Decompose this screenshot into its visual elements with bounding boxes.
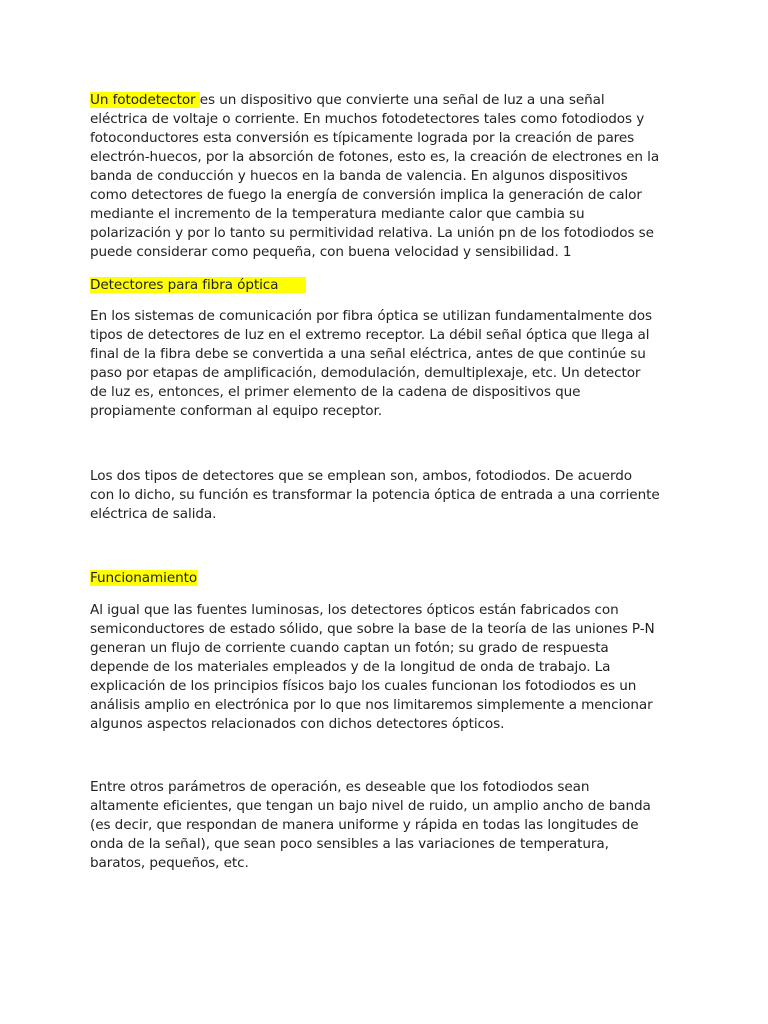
paragraph-line: con lo dicho, su función es transformar la potencia óptica de entrada a una corriente — [90, 487, 660, 503]
intro-line: electrón-huecos, por la absorción de fotones, esto es, la creación de electrones en la — [90, 149, 660, 165]
paragraph-line: Al igual que las fuentes luminosas, los detectores ópticos están fabricados con — [90, 602, 619, 618]
intro-line: fotoconductores esta conversión es típicamente lograda por la creación de pares — [90, 130, 635, 146]
paragraph-line: depende de los materiales empleados y de la longitud de onda de trabajo. La — [90, 659, 611, 675]
paragraph-line: paso por etapas de amplificación, demodulación, demultiplexaje, etc. Un detector — [90, 365, 641, 381]
paragraph-line: eléctrica de salida. — [90, 506, 217, 522]
intro-line: banda de conducción y huecos en la banda de valencia. En algunos dispositivos — [90, 168, 628, 184]
paragraph-line: generan un flujo de corriente cuando captan un fotón; su grado de respuesta — [90, 640, 609, 656]
section1-paragraph-2 — [90, 467, 660, 524]
paragraph-line: algunos aspectos relacionados con dichos detectores ópticos. — [90, 716, 505, 732]
intro-paragraph — [90, 91, 659, 262]
paragraph-line: final de la fibra debe se convertida a una señal eléctrica, antes de que continúe su — [90, 346, 646, 362]
section2-paragraph-2 — [90, 778, 651, 873]
paragraph-line: explicación de los principios físicos bajo los cuales funcionan los fotodiodos es un — [90, 678, 637, 694]
paragraph-line: propiamente conforman al equipo receptor. — [90, 403, 382, 419]
section2-paragraph-1 — [90, 601, 655, 734]
paragraph-line: En los sistemas de comunicación por fibra óptica se utilizan fundamentalmente dos — [90, 308, 653, 324]
section-heading-funcionamiento — [90, 569, 197, 588]
section-heading-fibra — [90, 276, 306, 295]
paragraph-line: onda de la señal), que sean poco sensibles a las variaciones de temperatura, — [90, 836, 609, 852]
paragraph-line: de luz es, entonces, el primer elemento de la cadena de dispositivos que — [90, 384, 581, 400]
paragraph-line: Entre otros parámetros de operación, es deseable que los fotodiodos sean — [90, 779, 590, 795]
paragraph-line: tipos de detectores de luz en el extremo receptor. La débil señal óptica que llega al — [90, 327, 650, 343]
paragraph-line: (es decir, que respondan de manera uniforme y rápida en todas las longitudes de — [90, 817, 639, 833]
paragraph-line: Los dos tipos de detectores que se emplean son, ambos, fotodiodos. De acuerdo — [90, 468, 632, 484]
intro-line: como detectores de fuego la energía de conversión implica la generación de calor — [90, 187, 642, 203]
highlighted-term: Un fotodetector — [90, 92, 200, 108]
intro-line: mediante el incremento de la temperatura mediante calor que cambia su — [90, 206, 585, 222]
intro-line: eléctrica de voltaje o corriente. En muchos fotodetectores tales como fotodiodos y — [90, 111, 645, 127]
intro-line: puede considerar como pequeña, con buena velocidad y sensibilidad. 1 — [90, 244, 572, 260]
paragraph-line: baratos, pequeños, etc. — [90, 855, 249, 871]
paragraph-line: análisis amplio en electrónica por lo que nos limitaremos simplemente a mencionar — [90, 697, 653, 713]
intro-line-0: Un fotodetector es un dispositivo que convierte una señal de luz a una señal — [90, 92, 605, 108]
intro-line: polarización y por lo tanto su permitividad relativa. La unión pn de los fotodiodos se — [90, 225, 654, 241]
paragraph-line: altamente eficientes, que tengan un bajo nivel de ruido, un amplio ancho de banda — [90, 798, 651, 814]
heading-highlight: Detectores para fibra óptica — [90, 277, 306, 293]
section1-paragraph-1 — [90, 307, 652, 421]
paragraph-line: semiconductores de estado sólido, que sobre la base de la teoría de las uniones P-N — [90, 621, 655, 637]
heading-highlight: Funcionamiento — [90, 570, 198, 586]
